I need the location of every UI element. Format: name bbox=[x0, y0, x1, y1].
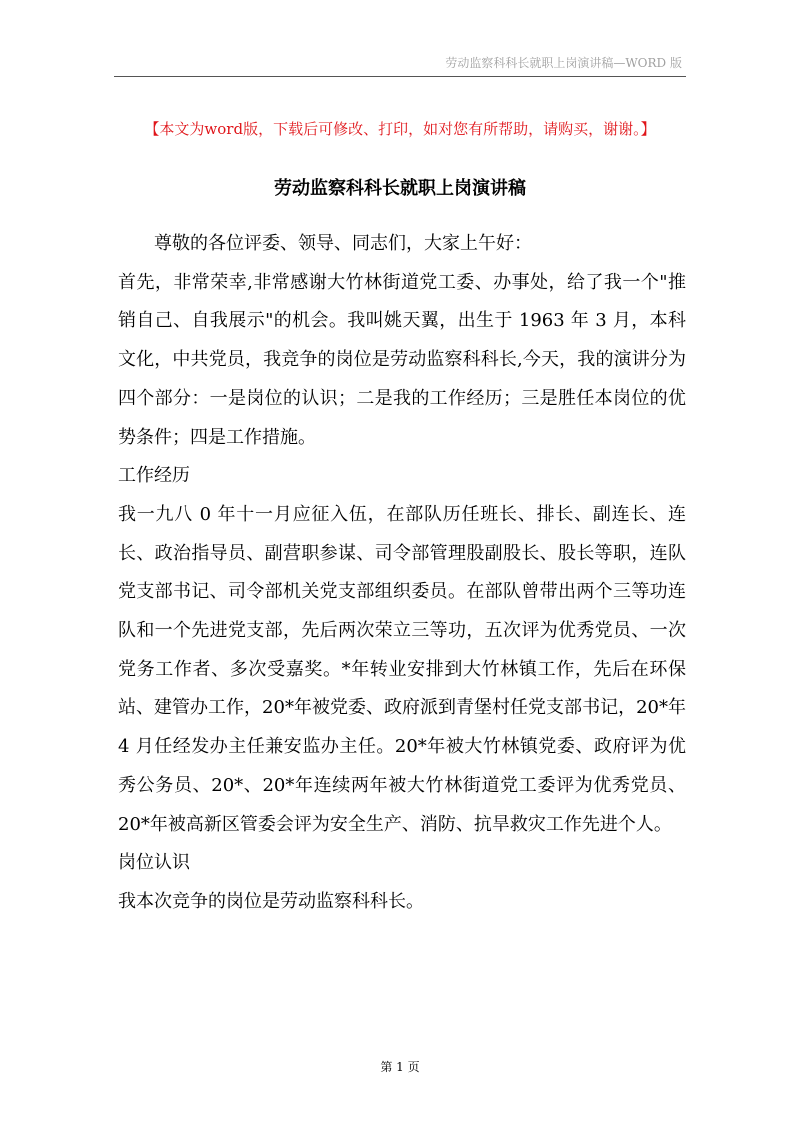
section-heading-position-understanding: 岗位认识 bbox=[118, 852, 190, 874]
position-paragraph: 我本次竞争的岗位是劳动监察科科长。 bbox=[118, 890, 424, 912]
section-heading-work-experience: 工作经历 bbox=[118, 465, 190, 487]
document-body bbox=[118, 225, 686, 922]
intro-paragraph: 首先，非常荣幸,非常感谢大竹林街道党工委、办事处，给了我一个"推销自己、自我展示"的机会。我叫姚天翼，出生于 1963 年 3 月，本科文化，中共党员，我竞争的岗位是劳动监察科科长,今天，我的演讲分为四个部分：一是岗位的认识；二是我的工作经历；三是胜任本岗位的优势条件；四是工作措施。 bbox=[118, 271, 686, 448]
document-title: 劳动监察科科长就职上岗演讲稿 bbox=[274, 178, 526, 199]
greeting-paragraph: 尊敬的各位评委、领导、同志们，大家上午好： bbox=[154, 233, 532, 254]
page-number: 第 1 页 bbox=[380, 1060, 420, 1074]
work-experience-paragraph: 我一九八 0 年十一月应征入伍，在部队历任班长、排长、副连长、连长、政治指导员、副营职参谋、司令部管理股副股长、股长等职，连队党支部书记、司令部机关党支部组织委员。在部队曾带出两个三等功连队和一个先进党支部，先后两次荣立三等功，五次评为优秀党员、一次党务工作者、多次受嘉奖。*年转业安排到大竹林镇工作，先后在环保站、建管办工作，20*年被党委、政府派到青堡村任党支部书记，20*年 4 月任经发办主任兼安监办主任。20*年被大竹林镇党委、政府评为优秀公务员、20*、20*年连续两年被大竹林街道党工委评为优秀党员、20*年被高新区管委会评为安全生产、消防、抗旱救灾工作先进个人。 bbox=[118, 503, 686, 835]
header-divider bbox=[114, 76, 686, 77]
running-header: 劳动监察科科长就职上岗演讲稿—WORD 版 bbox=[445, 56, 682, 70]
download-notice: 【本文为word版，下载后可修改、打印，如对您有所帮助，请购买，谢谢。】 bbox=[144, 120, 656, 138]
